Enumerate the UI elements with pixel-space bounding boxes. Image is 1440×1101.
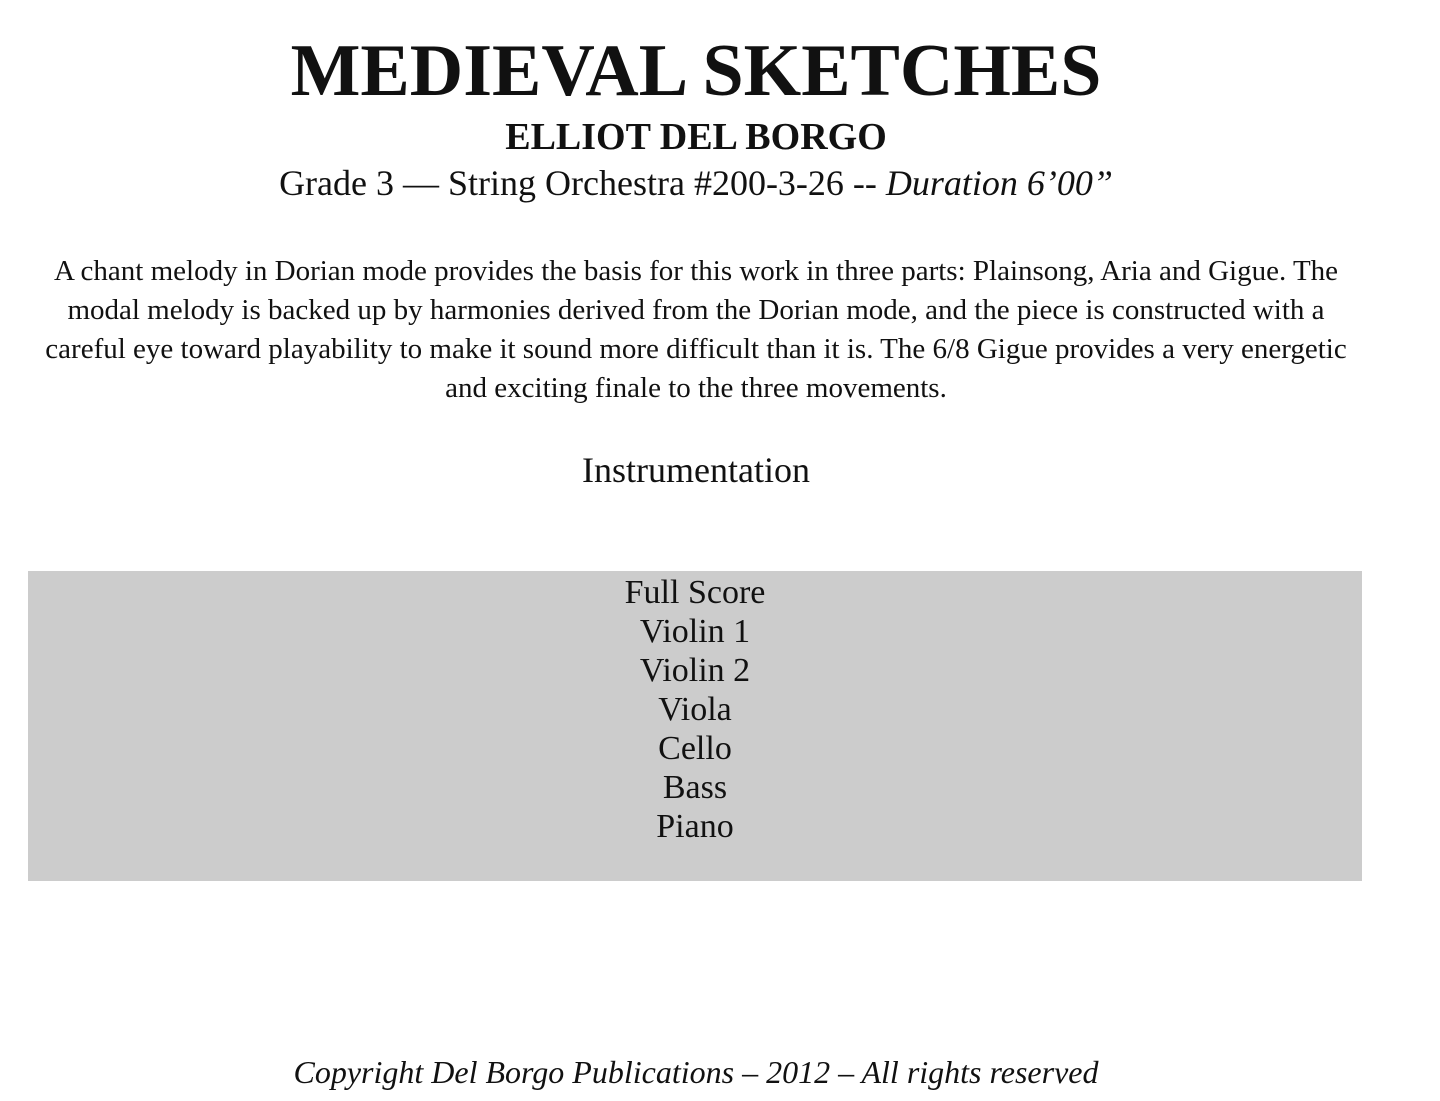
grade-catalog-text: Grade 3 — String Orchestra #200-3-26 -- xyxy=(279,163,886,203)
instrument-item: Full Score xyxy=(624,574,766,611)
instrument-item: Violin 1 xyxy=(639,613,751,650)
composer-name: ELLIOT DEL BORGO xyxy=(505,116,887,158)
instrument-item: Viola xyxy=(658,691,732,728)
instrument-item: Bass xyxy=(662,769,728,806)
piece-title: MEDIEVAL SKETCHES xyxy=(290,30,1102,112)
instrumentation-box xyxy=(28,571,1362,881)
instrumentation-heading: Instrumentation xyxy=(582,450,810,490)
instrument-list xyxy=(28,573,1362,846)
copyright-notice: Copyright Del Borgo Publications – 2012 – All rights reserved xyxy=(293,1054,1099,1090)
instrument-item: Cello xyxy=(658,730,732,767)
grade-and-catalog-line xyxy=(0,160,1392,206)
duration-text: Duration 6’00” xyxy=(885,163,1113,203)
piece-description: A chant melody in Dorian mode provides the basis for this work in three parts: Plainsong, Aria and Gigue. The modal melody is backed up by harmonies derived from the Dorian mode, and the piece is constructed with a careful eye toward playability to make it sound more difficult than it is. The 6/8 Gigue provides a very energetic and exciting finale to the three movements. xyxy=(45,255,1347,404)
instrument-item: Violin 2 xyxy=(639,652,751,689)
instrument-item: Piano xyxy=(656,808,734,845)
